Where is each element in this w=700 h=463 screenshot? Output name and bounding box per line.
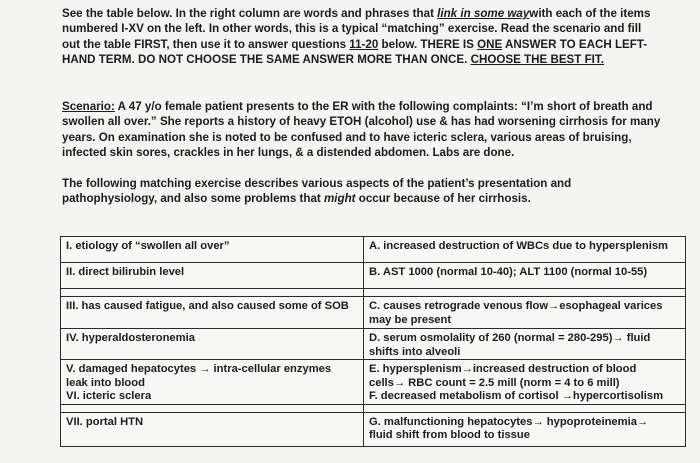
left-term-cell[interactable]: [61, 329, 364, 360]
left-term: II. direct bilirubin level: [66, 266, 185, 278]
right-answer-cell: [364, 360, 686, 405]
matching-table: [60, 236, 686, 447]
right-answer-cell: [364, 412, 686, 446]
exercise-intro-text-2: occur because of her cirrhosis.: [355, 192, 531, 206]
right-answer-cont: shifts into alveoli: [369, 345, 461, 358]
left-term: VII. portal HTN: [66, 415, 144, 428]
instructions-text-3: below. THERE IS: [378, 37, 478, 51]
might-emphasis: might: [323, 192, 356, 206]
left-term-cell[interactable]: [61, 237, 364, 263]
table-row: [61, 360, 686, 405]
table-row: [61, 412, 686, 446]
right-answer-cont: may be present: [369, 313, 452, 326]
right-answer: A. increased destruction of WBCs due to hypersplenism: [369, 240, 669, 252]
right-answer: F. decreased metabolism of cortisol →hypercortisolism: [369, 390, 664, 402]
right-answer: G. malfunctioning hepatocytes→ hypoproteinemia→: [369, 415, 649, 428]
right-answer: D. serum osmolality of 260 (normal = 280-295)→ fluid: [369, 332, 651, 344]
one-answer-emphasis: ONE: [477, 37, 503, 51]
link-phrase: link in some way: [437, 7, 530, 20]
left-term-cell[interactable]: [61, 297, 364, 329]
best-fit-emphasis: CHOOSE THE BEST FIT.: [470, 53, 604, 67]
table-row: [61, 237, 686, 263]
right-answer-cell: [364, 297, 686, 329]
left-term: III. has caused fatigue, and also caused some of SOB: [66, 300, 349, 312]
exercise-intro-paragraph: [62, 176, 662, 207]
left-term-cont: leak into blood: [66, 376, 145, 389]
table-gap: [61, 404, 686, 412]
scenario-paragraph: [62, 99, 662, 161]
right-answer-cont: cells→ RBC count = 2.5 mill (norm = 4 to 6 mill): [369, 376, 620, 389]
left-term-cell[interactable]: [61, 263, 364, 289]
left-term: VI. icteric sclera: [66, 390, 152, 402]
table-row: [61, 297, 686, 329]
table-row: [61, 263, 686, 289]
left-term-cell[interactable]: [61, 412, 364, 446]
questions-range: 11-20: [349, 37, 379, 51]
instructions-text-2: with each of the items numbered I-XV on the left. In other words, this is a typical “matching” exercise. Read the scenario and fill out the table FIRST, then use it to answer questions: [62, 7, 651, 51]
scenario-label: Scenario:: [62, 100, 115, 113]
instructions-text-1: See the table below. In the right column are words and phrases that: [62, 7, 438, 20]
left-term: V. damaged hepatocytes → intra-cellular enzymes: [66, 363, 332, 375]
left-term-cell[interactable]: [61, 360, 364, 405]
instructions-text-4: ANSWER TO EACH LEFT-HAND TERM. DO NOT CHOOSE THE SAME ANSWER MORE THAN ONCE.: [62, 37, 648, 67]
right-answer-cell: [364, 329, 686, 360]
right-answer-cell: [364, 263, 686, 289]
instructions-paragraph: [62, 6, 662, 68]
table-gap: [61, 289, 686, 297]
scenario-text: A 47 y/o female patient presents to the ER with the following complaints: “I’m short of breath and swollen all over.” She reports a history of heavy ETOH (alcohol) use & has had worsening cirrhosis for many years. On examination she is noted to be confused and to have icteric sclera, various areas of bruising, infected skin sores, crackles in her lungs, & a distended abdomen. Labs are done.: [62, 100, 661, 160]
exercise-intro-text-1: The following matching exercise describes various aspects of the patient’s presentation and pathophysiology, and also some problems that: [62, 177, 572, 206]
right-answer: B. AST 1000 (normal 10-40); ALT 1100 (normal 10-55): [369, 266, 648, 278]
left-term: IV. hyperaldosteronemia: [66, 332, 195, 344]
right-answer-cell: [364, 237, 686, 263]
right-answer-cont: fluid shift from blood to tissue: [369, 429, 530, 441]
right-answer: C. causes retrograde venous flow→esophageal varices: [369, 300, 663, 312]
left-term: I. etiology of “swollen all over”: [66, 240, 230, 252]
table-row: [61, 329, 686, 360]
right-answer: E. hypersplenism→increased destruction of blood: [369, 363, 637, 375]
